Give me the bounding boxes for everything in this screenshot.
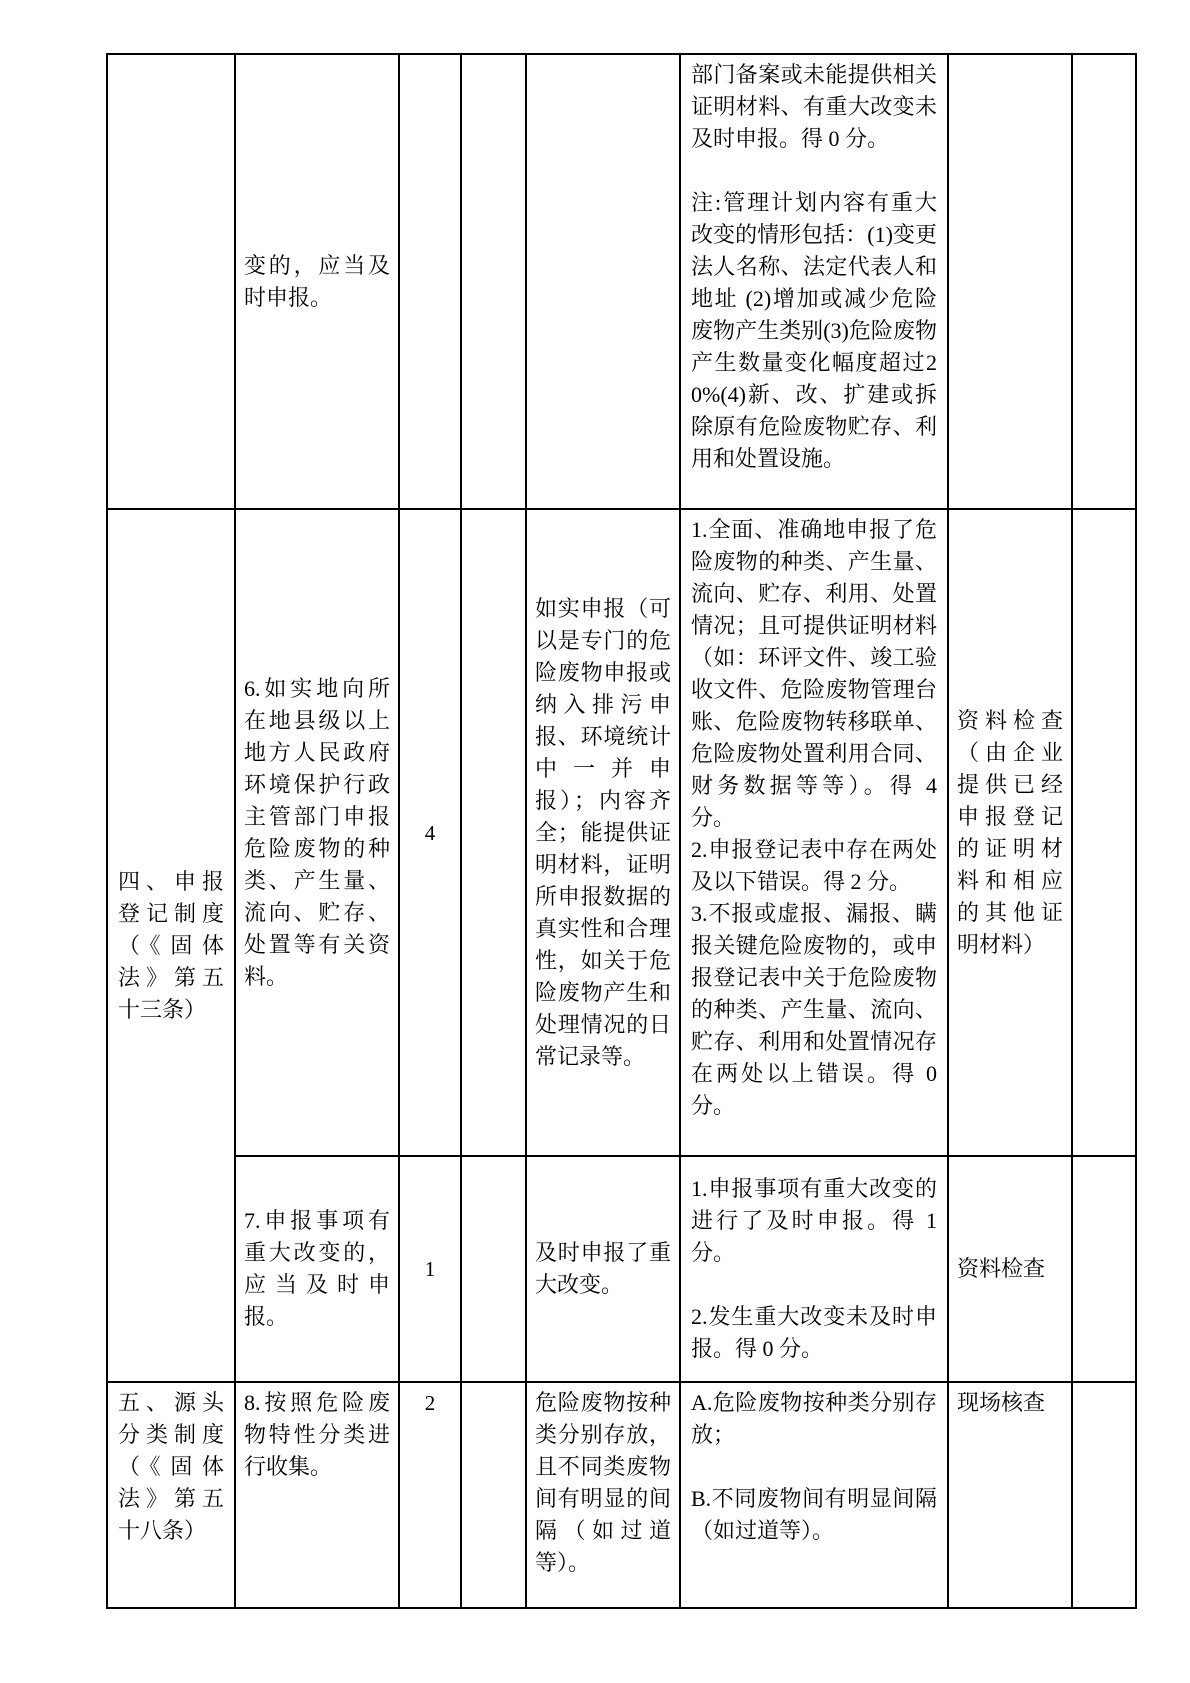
criteria-paragraph: 2.申报登记表中存在两处及以下错误。得 2 分。 bbox=[691, 837, 937, 894]
table-row bbox=[107, 1156, 1136, 1382]
cell-category bbox=[107, 54, 235, 509]
cell-item bbox=[235, 509, 399, 1156]
assessment-table bbox=[106, 53, 1137, 1609]
score-value: 2 bbox=[424, 1391, 436, 1415]
cell-item bbox=[235, 1382, 399, 1608]
score-value: 4 bbox=[424, 820, 436, 845]
cell-category bbox=[107, 1382, 235, 1608]
cell-score bbox=[399, 1382, 461, 1608]
cell-score bbox=[399, 1156, 461, 1382]
table-row bbox=[107, 509, 1136, 1156]
criteria-note: 注:管理计划内容有重大改变的情形包括：(1)变更法人名称、法定代表人和地址 (2)增加或减少危险废物产生类别(3)危险废物产生数量变化幅度超过20%(4)新、改、扩建或拆除原有危险废物贮存、利用和处置设施。 bbox=[691, 190, 937, 471]
criteria-paragraph: 部门备案或未能提供相关证明材料、有重大改变未及时申报。得 0 分。 bbox=[691, 62, 937, 151]
cell-method bbox=[948, 54, 1072, 509]
table-row bbox=[107, 54, 1136, 509]
standard-text: 危险废物按种类分别存放，且不同类废物间有明显的间隔（如过道等）。 bbox=[535, 1390, 671, 1575]
cell-standard bbox=[526, 509, 680, 1156]
item-text: 7.申报事项有重大改变的，应当及时申报。 bbox=[244, 1208, 390, 1329]
cell-category bbox=[107, 509, 235, 1382]
item-text: 6.如实地向所在地县级以上地方人民政府环境保护行政主管部门申报危险废物的种类、产生量、流向、贮存、处置等有关资料。 bbox=[244, 675, 390, 989]
item-text: 变的，应当及时申报。 bbox=[244, 252, 390, 310]
table-row bbox=[107, 1382, 1136, 1608]
cell-score bbox=[399, 54, 461, 509]
score-value: 1 bbox=[424, 1257, 436, 1281]
category-text: 五、源头分类制度（《固体法》第五十八条） bbox=[118, 1390, 224, 1543]
cell-criteria bbox=[680, 1156, 948, 1382]
cell-score bbox=[399, 509, 461, 1156]
cell-criteria bbox=[680, 54, 948, 509]
cell-blank bbox=[461, 54, 526, 509]
category-text: 四、申报登记制度（《固体法》第五十三条） bbox=[118, 868, 224, 1022]
cell-method bbox=[948, 1156, 1072, 1382]
criteria-paragraph: A.危险废物按种类分别存放； bbox=[691, 1390, 937, 1447]
cell-method bbox=[948, 509, 1072, 1156]
method-text: 资料检查 bbox=[957, 1256, 1046, 1281]
cell-standard bbox=[526, 1156, 680, 1382]
cell-method bbox=[948, 1382, 1072, 1608]
cell-blank bbox=[461, 1156, 526, 1382]
standard-text: 及时申报了重大改变。 bbox=[535, 1240, 671, 1297]
item-text: 8.按照危险废物特性分类进行收集。 bbox=[244, 1390, 390, 1479]
cell-criteria bbox=[680, 1382, 948, 1608]
cell-criteria bbox=[680, 509, 948, 1156]
cell-trailing bbox=[1072, 54, 1136, 509]
cell-trailing bbox=[1072, 1156, 1136, 1382]
cell-trailing bbox=[1072, 1382, 1136, 1608]
cell-blank bbox=[461, 1382, 526, 1608]
criteria-paragraph: 3.不报或虚报、漏报、瞒报关键危险废物的，或申报登记表中关于危险废物的种类、产生量、流向、贮存、利用和处置情况存在两处以上错误。得 0 分。 bbox=[691, 901, 937, 1118]
cell-standard bbox=[526, 1382, 680, 1608]
criteria-paragraph: 1.申报事项有重大改变的进行了及时申报。得 1 分。 bbox=[691, 1176, 937, 1265]
cell-item bbox=[235, 1156, 399, 1382]
cell-standard bbox=[526, 54, 680, 509]
criteria-paragraph: 1.全面、准确地申报了危险废物的种类、产生量、流向、贮存、利用、处置情况；且可提供证明材料（如：环评文件、竣工验收文件、危险废物管理台账、危险废物转移联单、危险废物处置利用合同、财务数据等等）。得 4 分。 bbox=[691, 517, 937, 830]
cell-blank bbox=[461, 509, 526, 1156]
cell-item bbox=[235, 54, 399, 509]
criteria-paragraph: B.不同废物间有明显间隔（如过道等）。 bbox=[691, 1486, 937, 1543]
method-text: 现场核查 bbox=[957, 1390, 1046, 1415]
standard-text: 如实申报（可以是专门的危险废物申报或纳入排污申报、环境统计中一并申报）；内容齐全；能提供证明材料，证明所申报数据的真实性和合理性，如关于危险废物产生和处理情况的日常记录等。 bbox=[535, 595, 671, 1069]
method-text: 资料检查（由企业提供已经申报登记的证明材料和相应的其他证明材料） bbox=[957, 707, 1063, 957]
criteria-paragraph: 2.发生重大改变未及时申报。得 0 分。 bbox=[691, 1304, 937, 1361]
cell-trailing bbox=[1072, 509, 1136, 1156]
